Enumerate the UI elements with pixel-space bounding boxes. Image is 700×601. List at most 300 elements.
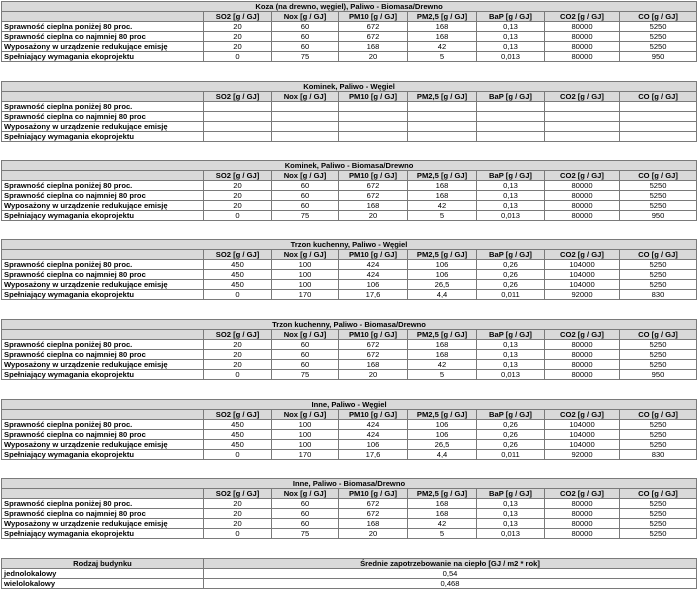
value-cell[interactable]: 168: [408, 499, 477, 509]
value-cell[interactable]: [272, 122, 339, 132]
value-cell[interactable]: 168: [408, 509, 477, 519]
value-cell[interactable]: 106: [408, 270, 477, 280]
value-cell[interactable]: 168: [408, 350, 477, 360]
heat-demand-value[interactable]: 0,468: [204, 579, 697, 589]
value-cell[interactable]: 26,5: [408, 440, 477, 450]
value-cell[interactable]: 672: [339, 191, 408, 201]
value-cell[interactable]: [408, 102, 477, 112]
value-cell[interactable]: 26,5: [408, 280, 477, 290]
value-cell[interactable]: [339, 112, 408, 122]
building-type-header: Rodzaj budynku: [2, 559, 204, 569]
value-cell[interactable]: 5250: [620, 529, 697, 539]
value-cell[interactable]: 672: [339, 32, 408, 42]
value-cell[interactable]: 0,26: [477, 430, 545, 440]
value-cell[interactable]: 80000: [545, 360, 620, 370]
value-cell[interactable]: 0: [204, 211, 272, 221]
value-cell[interactable]: 106: [408, 420, 477, 430]
value-cell[interactable]: 424: [339, 420, 408, 430]
value-cell[interactable]: 5250: [620, 519, 697, 529]
column-header: CO [g / GJ]: [620, 330, 697, 340]
value-cell[interactable]: 450: [204, 280, 272, 290]
value-cell[interactable]: [545, 132, 620, 142]
value-cell[interactable]: 80000: [545, 22, 620, 32]
value-cell[interactable]: 60: [272, 181, 339, 191]
value-cell[interactable]: 0,26: [477, 260, 545, 270]
value-cell[interactable]: 0,011: [477, 450, 545, 460]
section-title: Kominek, Paliwo - Węgiel: [2, 82, 697, 92]
header-blank-cell: [2, 250, 204, 260]
value-cell[interactable]: 106: [408, 430, 477, 440]
value-cell[interactable]: 60: [272, 360, 339, 370]
value-cell[interactable]: [339, 122, 408, 132]
value-cell[interactable]: 0,013: [477, 370, 545, 380]
value-cell[interactable]: 0,13: [477, 181, 545, 191]
column-header: CO2 [g / GJ]: [545, 250, 620, 260]
value-cell[interactable]: [272, 132, 339, 142]
value-cell[interactable]: 20: [204, 201, 272, 211]
column-header: CO [g / GJ]: [620, 12, 697, 22]
value-cell[interactable]: 450: [204, 270, 272, 280]
column-header: PM2,5 [g / GJ]: [408, 410, 477, 420]
value-cell[interactable]: 20: [204, 22, 272, 32]
row-label: Sprawność cieplna poniżej 80 proc.: [2, 420, 204, 430]
value-cell[interactable]: 168: [408, 340, 477, 350]
value-cell[interactable]: 672: [339, 22, 408, 32]
value-cell[interactable]: [477, 102, 545, 112]
value-cell[interactable]: 100: [272, 260, 339, 270]
value-cell[interactable]: 0,13: [477, 42, 545, 52]
value-cell[interactable]: 5250: [620, 440, 697, 450]
value-cell[interactable]: 5250: [620, 181, 697, 191]
value-cell[interactable]: 168: [408, 181, 477, 191]
value-cell[interactable]: 5250: [620, 280, 697, 290]
value-cell[interactable]: [477, 122, 545, 132]
value-cell[interactable]: 104000: [545, 280, 620, 290]
table-row: [2, 499, 697, 509]
value-cell[interactable]: 0,011: [477, 290, 545, 300]
value-cell[interactable]: 100: [272, 420, 339, 430]
column-header: Nox [g / GJ]: [272, 410, 339, 420]
value-cell[interactable]: 60: [272, 509, 339, 519]
value-cell[interactable]: 830: [620, 450, 697, 460]
value-cell[interactable]: 0,26: [477, 270, 545, 280]
section-title: Trzon kuchenny, Paliwo - Węgiel: [2, 240, 697, 250]
table-row: [2, 211, 697, 221]
header-blank-cell: [2, 171, 204, 181]
value-cell[interactable]: 60: [272, 340, 339, 350]
column-header: BaP [g / GJ]: [477, 489, 545, 499]
value-cell[interactable]: 75: [272, 52, 339, 62]
value-cell[interactable]: 0,13: [477, 360, 545, 370]
value-cell[interactable]: 4,4: [408, 290, 477, 300]
value-cell[interactable]: 20: [339, 211, 408, 221]
value-cell[interactable]: [272, 112, 339, 122]
table-row: [2, 579, 697, 589]
value-cell[interactable]: 20: [339, 370, 408, 380]
value-cell[interactable]: 450: [204, 440, 272, 450]
value-cell[interactable]: 168: [408, 22, 477, 32]
value-cell[interactable]: 0,13: [477, 509, 545, 519]
row-label: Sprawność cieplna co najmniej 80 proc: [2, 350, 204, 360]
value-cell[interactable]: 672: [339, 340, 408, 350]
value-cell[interactable]: 92000: [545, 450, 620, 460]
value-cell[interactable]: 104000: [545, 430, 620, 440]
column-header: PM10 [g / GJ]: [339, 410, 408, 420]
value-cell[interactable]: 0,13: [477, 32, 545, 42]
column-header: PM10 [g / GJ]: [339, 171, 408, 181]
row-label: Sprawność cieplna poniżej 80 proc.: [2, 499, 204, 509]
value-cell[interactable]: [620, 102, 697, 112]
value-cell[interactable]: 424: [339, 260, 408, 270]
column-header: Nox [g / GJ]: [272, 92, 339, 102]
value-cell[interactable]: 42: [408, 360, 477, 370]
value-cell[interactable]: 5: [408, 529, 477, 539]
table-row: [2, 509, 697, 519]
value-cell[interactable]: [204, 132, 272, 142]
value-cell[interactable]: 950: [620, 370, 697, 380]
value-cell[interactable]: 60: [272, 499, 339, 509]
value-cell[interactable]: 0,13: [477, 191, 545, 201]
value-cell[interactable]: 80000: [545, 529, 620, 539]
value-cell[interactable]: 5: [408, 52, 477, 62]
value-cell[interactable]: [272, 102, 339, 112]
value-cell[interactable]: 0,26: [477, 440, 545, 450]
table-row: [2, 360, 697, 370]
value-cell[interactable]: 5250: [620, 350, 697, 360]
value-cell[interactable]: 100: [272, 270, 339, 280]
row-label: Sprawność cieplna poniżej 80 proc.: [2, 181, 204, 191]
value-cell[interactable]: 17,6: [339, 290, 408, 300]
column-header: SO2 [g / GJ]: [204, 92, 272, 102]
value-cell[interactable]: 168: [339, 201, 408, 211]
column-header: CO [g / GJ]: [620, 410, 697, 420]
emission-table: [1, 1, 697, 62]
value-cell[interactable]: 80000: [545, 370, 620, 380]
row-label: Wyposażony w urządzenie redukujące emisję: [2, 42, 204, 52]
column-header: SO2 [g / GJ]: [204, 489, 272, 499]
emission-table: [1, 160, 697, 221]
row-label: Spełniający wymagania ekoprojektu: [2, 370, 204, 380]
value-cell[interactable]: 80000: [545, 191, 620, 201]
value-cell[interactable]: 80000: [545, 211, 620, 221]
value-cell[interactable]: 104000: [545, 270, 620, 280]
value-cell[interactable]: 5250: [620, 42, 697, 52]
value-cell[interactable]: 672: [339, 499, 408, 509]
value-cell[interactable]: 0: [204, 450, 272, 460]
column-header: Nox [g / GJ]: [272, 250, 339, 260]
value-cell[interactable]: 168: [339, 360, 408, 370]
value-cell[interactable]: [477, 112, 545, 122]
value-cell[interactable]: 672: [339, 350, 408, 360]
value-cell[interactable]: [204, 112, 272, 122]
value-cell[interactable]: 100: [272, 440, 339, 450]
value-cell[interactable]: 20: [204, 32, 272, 42]
value-cell[interactable]: 60: [272, 350, 339, 360]
value-cell[interactable]: 20: [204, 519, 272, 529]
value-cell[interactable]: [204, 102, 272, 112]
value-cell[interactable]: [408, 112, 477, 122]
value-cell[interactable]: 5250: [620, 340, 697, 350]
value-cell[interactable]: 80000: [545, 32, 620, 42]
value-cell[interactable]: 950: [620, 211, 697, 221]
value-cell[interactable]: 20: [204, 191, 272, 201]
column-header: PM10 [g / GJ]: [339, 92, 408, 102]
emission-table: [1, 399, 697, 460]
value-cell[interactable]: 168: [408, 191, 477, 201]
value-cell[interactable]: [339, 132, 408, 142]
value-cell[interactable]: 0,13: [477, 340, 545, 350]
value-cell[interactable]: 0,13: [477, 22, 545, 32]
value-cell[interactable]: 20: [204, 499, 272, 509]
value-cell[interactable]: 5: [408, 370, 477, 380]
value-cell[interactable]: 950: [620, 52, 697, 62]
value-cell[interactable]: 5250: [620, 499, 697, 509]
value-cell[interactable]: 0,013: [477, 211, 545, 221]
value-cell[interactable]: [408, 132, 477, 142]
emission-table: [1, 239, 697, 300]
table-row: [2, 122, 697, 132]
row-label: Spełniający wymagania ekoprojektu: [2, 211, 204, 221]
value-cell[interactable]: 80000: [545, 350, 620, 360]
value-cell[interactable]: 60: [272, 201, 339, 211]
value-cell[interactable]: 4,4: [408, 450, 477, 460]
value-cell[interactable]: [620, 112, 697, 122]
value-cell[interactable]: 80000: [545, 509, 620, 519]
value-cell[interactable]: 104000: [545, 260, 620, 270]
value-cell[interactable]: 42: [408, 201, 477, 211]
value-cell[interactable]: 75: [272, 370, 339, 380]
value-cell[interactable]: 60: [272, 519, 339, 529]
column-header: BaP [g / GJ]: [477, 330, 545, 340]
row-label: Sprawność cieplna co najmniej 80 proc: [2, 191, 204, 201]
value-cell[interactable]: 168: [339, 519, 408, 529]
building-demand-table: [1, 558, 697, 589]
value-cell[interactable]: 0: [204, 52, 272, 62]
value-cell[interactable]: [545, 122, 620, 132]
value-cell[interactable]: 0,26: [477, 420, 545, 430]
building-type-label: jednolokalowy: [2, 569, 204, 579]
table-row: [2, 569, 697, 579]
column-header: CO [g / GJ]: [620, 489, 697, 499]
value-cell[interactable]: 450: [204, 420, 272, 430]
value-cell[interactable]: 424: [339, 270, 408, 280]
row-label: Wyposażony w urządzenie redukujące emisję: [2, 360, 204, 370]
table-row: [2, 270, 697, 280]
column-header: CO [g / GJ]: [620, 250, 697, 260]
column-header: CO2 [g / GJ]: [545, 330, 620, 340]
value-cell[interactable]: 80000: [545, 519, 620, 529]
value-cell[interactable]: 100: [272, 430, 339, 440]
table-row: [2, 112, 697, 122]
value-cell[interactable]: 60: [272, 22, 339, 32]
column-header: PM10 [g / GJ]: [339, 12, 408, 22]
row-label: Sprawność cieplna co najmniej 80 proc: [2, 112, 204, 122]
value-cell[interactable]: 170: [272, 290, 339, 300]
value-cell[interactable]: 5: [408, 211, 477, 221]
value-cell[interactable]: 42: [408, 42, 477, 52]
value-cell[interactable]: 0,13: [477, 499, 545, 509]
table-row: [2, 430, 697, 440]
value-cell[interactable]: 0,013: [477, 52, 545, 62]
value-cell[interactable]: 0: [204, 370, 272, 380]
value-cell[interactable]: 75: [272, 211, 339, 221]
value-cell[interactable]: 20: [204, 509, 272, 519]
value-cell[interactable]: 106: [339, 280, 408, 290]
table-row: [2, 52, 697, 62]
value-cell[interactable]: 20: [204, 360, 272, 370]
value-cell[interactable]: 80000: [545, 42, 620, 52]
value-cell[interactable]: [339, 102, 408, 112]
table-row: [2, 340, 697, 350]
row-label: Spełniający wymagania ekoprojektu: [2, 450, 204, 460]
value-cell[interactable]: 424: [339, 430, 408, 440]
building-type-label: wielolokalowy: [2, 579, 204, 589]
value-cell[interactable]: 5250: [620, 201, 697, 211]
value-cell[interactable]: [204, 122, 272, 132]
value-cell[interactable]: 104000: [545, 420, 620, 430]
value-cell[interactable]: 0,13: [477, 350, 545, 360]
value-cell[interactable]: [408, 122, 477, 132]
row-label: Sprawność cieplna poniżej 80 proc.: [2, 102, 204, 112]
value-cell[interactable]: [545, 112, 620, 122]
emission-table: [1, 319, 697, 380]
table-row: [2, 260, 697, 270]
value-cell[interactable]: 20: [204, 350, 272, 360]
column-header: Nox [g / GJ]: [272, 489, 339, 499]
row-label: Sprawność cieplna poniżej 80 proc.: [2, 340, 204, 350]
value-cell[interactable]: 20: [204, 181, 272, 191]
value-cell[interactable]: 170: [272, 450, 339, 460]
table-row: [2, 370, 697, 380]
value-cell[interactable]: 5250: [620, 270, 697, 280]
value-cell[interactable]: 5250: [620, 22, 697, 32]
value-cell[interactable]: 100: [272, 280, 339, 290]
column-header: CO2 [g / GJ]: [545, 410, 620, 420]
value-cell[interactable]: 168: [339, 42, 408, 52]
table-row: [2, 450, 697, 460]
value-cell[interactable]: [620, 132, 697, 142]
section-title: Trzon kuchenny, Paliwo - Biomasa/Drewno: [2, 320, 697, 330]
row-label: Spełniający wymagania ekoprojektu: [2, 52, 204, 62]
value-cell[interactable]: 5250: [620, 32, 697, 42]
column-header: PM2,5 [g / GJ]: [408, 171, 477, 181]
column-header: PM2,5 [g / GJ]: [408, 250, 477, 260]
value-cell[interactable]: 0: [204, 529, 272, 539]
value-cell[interactable]: 92000: [545, 290, 620, 300]
value-cell[interactable]: 80000: [545, 499, 620, 509]
column-header: BaP [g / GJ]: [477, 92, 545, 102]
value-cell[interactable]: 17,6: [339, 450, 408, 460]
table-row: [2, 201, 697, 211]
value-cell[interactable]: 20: [204, 42, 272, 52]
value-cell[interactable]: 42: [408, 519, 477, 529]
row-label: Wyposażony w urządzenie redukujące emisję: [2, 122, 204, 132]
value-cell[interactable]: 60: [272, 42, 339, 52]
value-cell[interactable]: 20: [339, 529, 408, 539]
column-header: PM2,5 [g / GJ]: [408, 489, 477, 499]
column-header: Nox [g / GJ]: [272, 12, 339, 22]
value-cell[interactable]: 106: [339, 440, 408, 450]
table-row: [2, 191, 697, 201]
value-cell[interactable]: 5250: [620, 430, 697, 440]
table-row: [2, 22, 697, 32]
value-cell[interactable]: 672: [339, 509, 408, 519]
value-cell[interactable]: 80000: [545, 340, 620, 350]
row-label: Spełniający wymagania ekoprojektu: [2, 529, 204, 539]
value-cell[interactable]: 80000: [545, 181, 620, 191]
row-label: Wyposażony w urządzenie redukujące emisję: [2, 280, 204, 290]
emission-table: [1, 478, 697, 539]
value-cell[interactable]: 830: [620, 290, 697, 300]
value-cell[interactable]: 0,13: [477, 519, 545, 529]
value-cell[interactable]: 75: [272, 529, 339, 539]
header-blank-cell: [2, 489, 204, 499]
section-title: Kominek, Paliwo - Biomasa/Drewno: [2, 161, 697, 171]
table-row: [2, 529, 697, 539]
value-cell[interactable]: [545, 102, 620, 112]
value-cell[interactable]: 106: [408, 260, 477, 270]
column-header: SO2 [g / GJ]: [204, 330, 272, 340]
value-cell[interactable]: [477, 132, 545, 142]
value-cell[interactable]: 5250: [620, 260, 697, 270]
value-cell[interactable]: 20: [339, 52, 408, 62]
value-cell[interactable]: 104000: [545, 440, 620, 450]
value-cell[interactable]: 80000: [545, 52, 620, 62]
value-cell[interactable]: 20: [204, 340, 272, 350]
value-cell[interactable]: 450: [204, 260, 272, 270]
column-header: CO2 [g / GJ]: [545, 12, 620, 22]
column-header: CO [g / GJ]: [620, 92, 697, 102]
row-label: Spełniający wymagania ekoprojektu: [2, 132, 204, 142]
column-header: Nox [g / GJ]: [272, 171, 339, 181]
column-header: PM2,5 [g / GJ]: [408, 12, 477, 22]
column-header: PM10 [g / GJ]: [339, 330, 408, 340]
value-cell[interactable]: 5250: [620, 360, 697, 370]
row-label: Wyposażony w urządzenie redukujące emisję: [2, 440, 204, 450]
value-cell[interactable]: 5250: [620, 420, 697, 430]
value-cell[interactable]: 5250: [620, 509, 697, 519]
header-blank-cell: [2, 12, 204, 22]
column-header: SO2 [g / GJ]: [204, 171, 272, 181]
column-header: BaP [g / GJ]: [477, 171, 545, 181]
value-cell[interactable]: 60: [272, 32, 339, 42]
heat-demand-value[interactable]: 0,54: [204, 569, 697, 579]
value-cell[interactable]: 0,13: [477, 201, 545, 211]
value-cell[interactable]: 0,26: [477, 280, 545, 290]
table-row: [2, 32, 697, 42]
row-label: Sprawność cieplna co najmniej 80 proc: [2, 32, 204, 42]
value-cell[interactable]: 5250: [620, 191, 697, 201]
column-header: CO2 [g / GJ]: [545, 489, 620, 499]
row-label: Sprawność cieplna co najmniej 80 proc: [2, 270, 204, 280]
value-cell[interactable]: 168: [408, 32, 477, 42]
value-cell[interactable]: 60: [272, 191, 339, 201]
value-cell[interactable]: 0: [204, 290, 272, 300]
table-row: [2, 420, 697, 430]
value-cell[interactable]: 0,013: [477, 529, 545, 539]
value-cell[interactable]: 80000: [545, 201, 620, 211]
column-header: SO2 [g / GJ]: [204, 250, 272, 260]
row-label: Sprawność cieplna co najmniej 80 proc: [2, 430, 204, 440]
header-blank-cell: [2, 410, 204, 420]
header-blank-cell: [2, 92, 204, 102]
value-cell[interactable]: [620, 122, 697, 132]
section-title: Inne, Paliwo - Węgiel: [2, 400, 697, 410]
value-cell[interactable]: 450: [204, 430, 272, 440]
value-cell[interactable]: 672: [339, 181, 408, 191]
column-header: BaP [g / GJ]: [477, 12, 545, 22]
column-header: BaP [g / GJ]: [477, 410, 545, 420]
